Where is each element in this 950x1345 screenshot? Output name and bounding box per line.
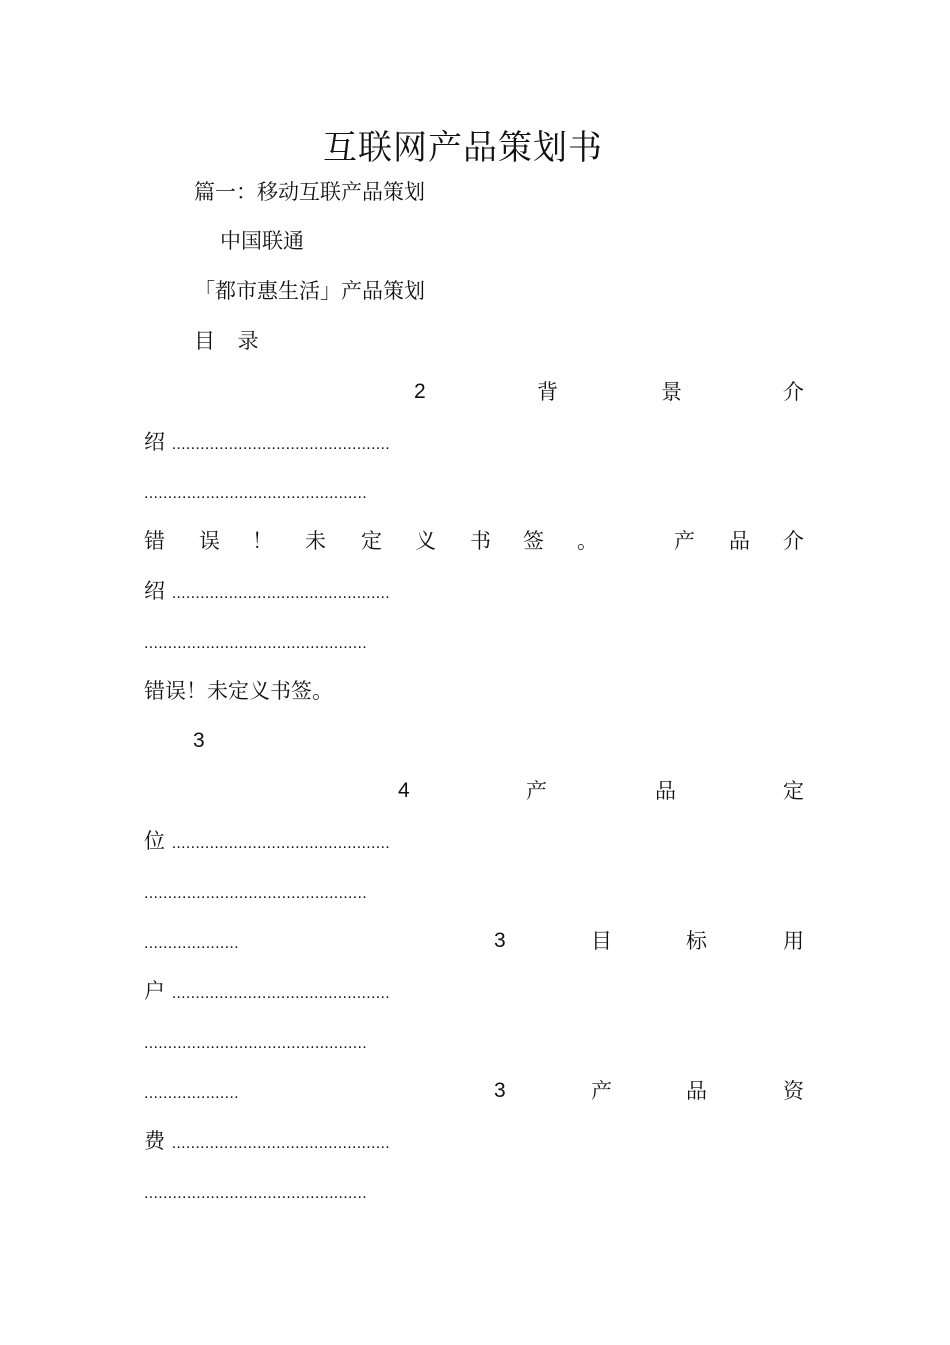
toc-entry-2-char[interactable]: 错 (144, 529, 165, 553)
toc-entry-1-char[interactable]: 介 (783, 380, 804, 404)
toc-entry-5-number[interactable]: 3 (494, 1079, 506, 1102)
toc-leader-dots: ............................................... (144, 635, 368, 652)
toc-entry-2-char[interactable]: ！ (252, 529, 273, 553)
document-title: 互联网产品策划书 (323, 128, 603, 168)
toc-entry-2-char[interactable]: 品 (729, 529, 750, 553)
toc-entry-2-char[interactable]: 义 (415, 529, 436, 553)
toc-leader-dots: ............................................... (144, 885, 368, 902)
part-heading: 篇一：移动互联产品策划 (194, 180, 425, 204)
toc-entry-4-char[interactable]: 目 (591, 929, 612, 953)
toc-entry-2-char[interactable]: 误 (199, 529, 220, 553)
toc-entry-2-char[interactable]: 未 (305, 529, 326, 553)
toc-leader-dots: .................... (144, 935, 239, 952)
toc-entry-5-char[interactable]: 品 (686, 1079, 707, 1103)
toc-entry-4-tail[interactable]: 户 .............................................. (144, 979, 390, 1003)
toc-entry-5-char[interactable]: 产 (591, 1079, 612, 1103)
toc-entry-2-tail[interactable]: 绍 .............................................. (144, 579, 390, 603)
toc-entry-2-char[interactable]: 签 (523, 529, 544, 553)
toc-entry-3-char[interactable]: 定 (783, 779, 804, 803)
toc-entry-1-tail[interactable]: 绍 .............................................. (144, 430, 390, 454)
toc-entry-2-char[interactable]: 产 (674, 529, 695, 553)
toc-leader-dots: ............................................... (144, 1185, 368, 1202)
toc-leader-dots: ............................................... (144, 1035, 368, 1052)
toc-entry-3-char[interactable]: 产 (526, 779, 547, 803)
toc-leader-dots: .............................................. (171, 835, 390, 852)
toc-page-number: 3 (193, 729, 205, 752)
toc-leader-dots: .............................................. (171, 1135, 390, 1152)
toc-entry-2-char[interactable]: 介 (783, 529, 804, 553)
toc-entry-3-tail[interactable]: 位 .............................................. (144, 829, 390, 853)
toc-entry-1-number[interactable]: 2 (414, 380, 426, 403)
toc-entry-2-char[interactable]: 书 (470, 529, 491, 553)
toc-leader-dots: .................... (144, 1085, 239, 1102)
company-name: 中国联通 (220, 229, 304, 253)
toc-entry-5-tail[interactable]: 费 .............................................. (144, 1129, 390, 1153)
toc-leader-dots: ............................................... (144, 485, 368, 502)
toc-leader-dots: .............................................. (171, 436, 390, 453)
toc-label: 目 录 (194, 329, 267, 353)
toc-entry-3-number[interactable]: 4 (398, 779, 410, 802)
toc-entry-5-char[interactable]: 资 (783, 1079, 804, 1103)
toc-error-text[interactable]: 错误！未定义书签。 (144, 679, 333, 703)
toc-entry-3-char[interactable]: 品 (655, 779, 676, 803)
toc-entry-4-number[interactable]: 3 (494, 929, 506, 952)
toc-entry-1-char[interactable]: 背 (537, 380, 558, 404)
toc-entry-2-char[interactable]: 。 (577, 529, 598, 553)
toc-leader-dots: .............................................. (171, 985, 390, 1002)
toc-entry-4-char[interactable]: 标 (686, 929, 707, 953)
toc-entry-2-char[interactable]: 定 (361, 529, 382, 553)
toc-entry-4-char[interactable]: 用 (783, 929, 804, 953)
product-title: 「都市惠生活」产品策划 (194, 279, 425, 303)
toc-entry-1-char[interactable]: 景 (661, 380, 682, 404)
toc-leader-dots: .............................................. (171, 585, 390, 602)
